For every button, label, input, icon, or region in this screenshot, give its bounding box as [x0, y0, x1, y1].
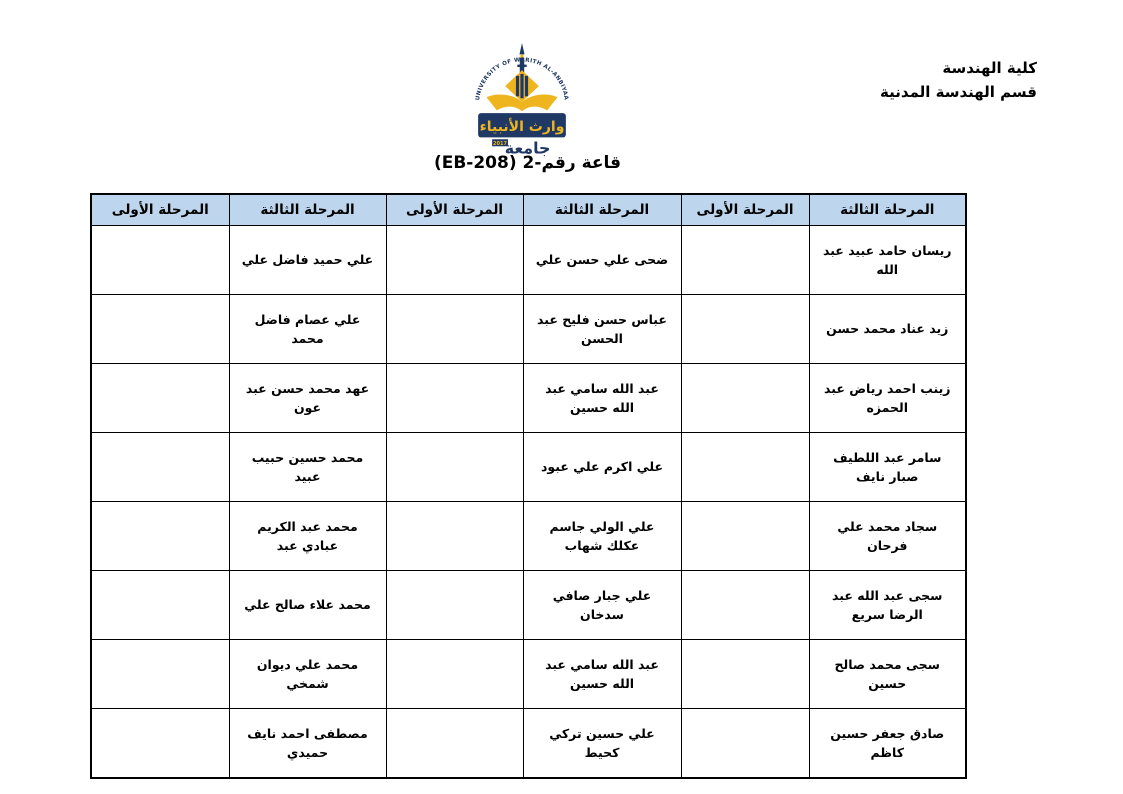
empty-cell: [681, 295, 809, 364]
name-cell: محمد علاء صالح علي: [229, 571, 386, 640]
table-row: [91, 640, 966, 709]
header-cell-stage3-a: المرحلة الثالثة: [809, 194, 966, 226]
table-row: [91, 364, 966, 433]
empty-cell: [386, 571, 523, 640]
empty-cell: [91, 709, 229, 779]
table-row: [91, 709, 966, 779]
name-cell: سجى عبد الله عبد الرضا سريع: [809, 571, 966, 640]
name-cell: صادق جعفر حسين كاظم: [809, 709, 966, 779]
header-cell-stage1-b: المرحلة الأولى: [386, 194, 523, 226]
empty-cell: [386, 502, 523, 571]
empty-cell: [681, 709, 809, 779]
empty-cell: [681, 433, 809, 502]
empty-cell: [386, 709, 523, 779]
name-cell: علي الولي جاسم عكلك شهاب: [523, 502, 681, 571]
empty-cell: [91, 571, 229, 640]
name-cell: مصطفى احمد نايف حميدي: [229, 709, 386, 779]
name-cell: محمد عبد الكريم عبادي عبد: [229, 502, 386, 571]
name-cell: علي اكرم علي عبود: [523, 433, 681, 502]
header-cell-stage1-c: المرحلة الأولى: [91, 194, 229, 226]
department-line: قسم الهندسة المدنية: [880, 83, 1037, 101]
name-cell: ضحى علي حسن علي: [523, 226, 681, 295]
name-cell: ريسان حامد عبيد عبد الله: [809, 226, 966, 295]
empty-cell: [386, 433, 523, 502]
empty-cell: [91, 226, 229, 295]
empty-cell: [681, 502, 809, 571]
hall-title: قاعة رقم-2 (EB-208): [433, 153, 622, 173]
empty-cell: [91, 640, 229, 709]
empty-cell: [386, 640, 523, 709]
empty-cell: [91, 295, 229, 364]
empty-cell: [91, 502, 229, 571]
header-cell-stage3-c: المرحلة الثالثة: [229, 194, 386, 226]
name-cell: علي حميد فاضل علي: [229, 226, 386, 295]
empty-cell: [386, 295, 523, 364]
org-block: [880, 56, 1037, 104]
header-row: [91, 194, 966, 226]
empty-cell: [386, 226, 523, 295]
banner: [478, 113, 566, 137]
table-row: [91, 295, 966, 364]
faculty-line: كلية الهندسة: [942, 59, 1037, 77]
name-cell: علي حسين تركي كحيط: [523, 709, 681, 779]
empty-cell: [386, 364, 523, 433]
empty-cell: [91, 364, 229, 433]
name-cell: محمد علي ديوان شمخي: [229, 640, 386, 709]
header-cell-stage1-a: المرحلة الأولى: [681, 194, 809, 226]
arc-text: UNIVERSITY OF WARITH AL-ANBIYAA: [475, 57, 569, 101]
name-cell: عباس حسن فليح عبد الحسن: [523, 295, 681, 364]
table-row: [91, 226, 966, 295]
empty-cell: [91, 433, 229, 502]
table-row: [91, 433, 966, 502]
empty-cell: [681, 571, 809, 640]
name-cell: عبد الله سامي عبد الله حسين: [523, 364, 681, 433]
seating-table: [90, 193, 967, 779]
name-cell: سجاد محمد علي فرحان: [809, 502, 966, 571]
name-cell: عبد الله سامي عبد الله حسين: [523, 640, 681, 709]
empty-cell: [681, 640, 809, 709]
table-row: [91, 502, 966, 571]
svg-text:2017: 2017: [493, 140, 508, 147]
banner-text: وارث الأنبياء: [479, 118, 565, 135]
empty-cell: [681, 226, 809, 295]
university-logo: [466, 42, 578, 160]
name-cell: زينب احمد رياض عبد الحمزه: [809, 364, 966, 433]
empty-cell: [681, 364, 809, 433]
name-cell: عهد محمد حسن عبد عون: [229, 364, 386, 433]
name-cell: علي عصام فاضل محمد: [229, 295, 386, 364]
name-cell: محمد حسين حبيب عبيد: [229, 433, 386, 502]
name-cell: زيد عناد محمد حسن: [809, 295, 966, 364]
name-cell: سجى محمد صالح حسين: [809, 640, 966, 709]
name-cell: علي جبار صافي سدخان: [523, 571, 681, 640]
header-cell-stage3-b: المرحلة الثالثة: [523, 194, 681, 226]
university-word: جامعة: [504, 138, 551, 158]
table-row: [91, 571, 966, 640]
name-cell: سامر عبد اللطيف صبار نايف: [809, 433, 966, 502]
